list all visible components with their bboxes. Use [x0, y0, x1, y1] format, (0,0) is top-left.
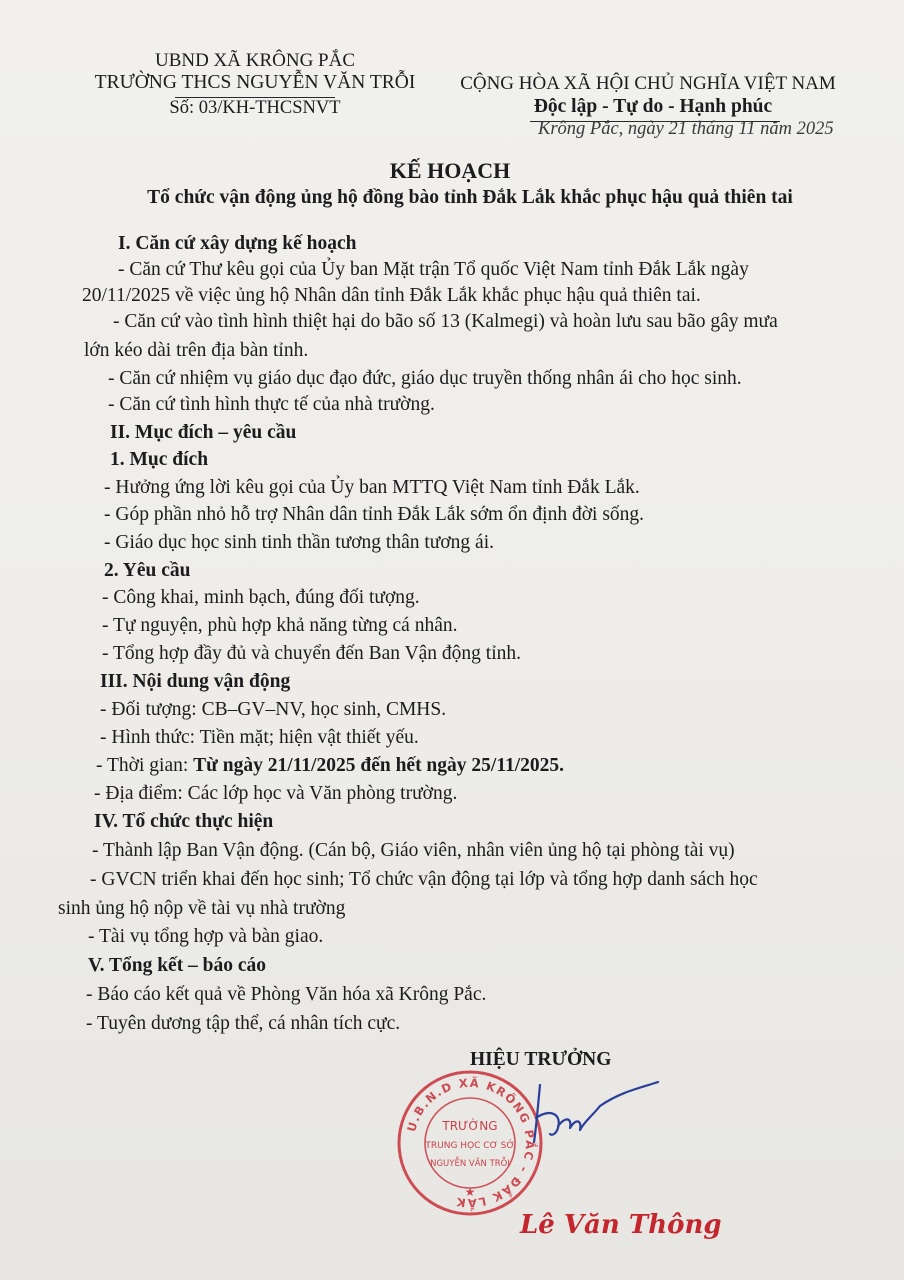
- section-3-item-3: [96, 755, 564, 777]
- signer-name: Lê Văn Thông: [520, 1210, 722, 1240]
- section-4-item-1: - Thành lập Ban Vận động. (Cán bộ, Giáo viên, nhân viên ủng hộ tại phòng tài vụ): [92, 840, 735, 861]
- section-2-heading: II. Mục đích – yêu cầu: [110, 422, 297, 443]
- section-5-item-2: - Tuyên dương tập thể, cá nhân tích cực.: [86, 1013, 401, 1034]
- section-1-item-4: - Căn cứ tình hình thực tế của nhà trường.: [108, 394, 435, 415]
- section-4-item-2b: sinh ủng hộ nộp về tài vụ nhà trường: [58, 898, 346, 919]
- section-3-item-4: - Địa điểm: Các lớp học và Văn phòng trường.: [94, 783, 458, 804]
- section-5-item-1: - Báo cáo kết quả về Phòng Văn hóa xã Krông Pắc.: [86, 984, 487, 1005]
- section-3-time-label: - Thời gian:: [96, 755, 194, 776]
- section-2-sub-2: 2. Yêu cầu: [104, 560, 191, 581]
- place-date: Krông Pắc, ngày 21 tháng 11 năm 2025: [538, 119, 834, 139]
- section-2-item-b1: - Công khai, minh bạch, đúng đối tượng.: [102, 587, 420, 608]
- section-5-heading: V. Tổng kết – báo cáo: [88, 955, 267, 976]
- section-1-item-2a: - Căn cứ vào tình hình thiệt hại do bão số 13 (Kalmegi) và hoàn lưu sau bão gây mưa: [113, 311, 778, 332]
- section-1-item-2b: lớn kéo dài trên địa bàn tỉnh.: [84, 340, 309, 361]
- section-4-item-2a: - GVCN triển khai đến học sinh; Tổ chức vận động tại lớp và tổng hợp danh sách học: [90, 869, 758, 890]
- signer-role: HIỆU TRƯỞNG: [470, 1049, 612, 1070]
- header-right-line2: Độc lập - Tự do - Hạnh phúc: [533, 96, 773, 117]
- stamp-ring-text: U.B.N.D XÃ KRÔNG PẮC - ĐẮK LẮK: [404, 1075, 538, 1211]
- stamp-star-icon: ★: [464, 1185, 476, 1199]
- stamp-line-3: NGUYỄN VĂN TRỖI: [430, 1159, 510, 1169]
- document-number: Số: 03/KH-THCSNVT: [169, 98, 341, 118]
- handwritten-signature: [500, 1070, 670, 1150]
- section-4-item-3: - Tài vụ tổng hợp và bàn giao.: [88, 926, 324, 947]
- header-left-line2: TRƯỜNG THCS NGUYỄN VĂN TRỖI: [94, 72, 416, 93]
- section-1-item-1b: 20/11/2025 về việc ủng hộ Nhân dân tỉnh Đắk Lắk khắc phục hậu quả thiên tai.: [82, 285, 701, 306]
- section-2-item-a2: - Góp phần nhỏ hỗ trợ Nhân dân tỉnh Đắk Lắk sớm ổn định đời sống.: [104, 504, 645, 525]
- document-subtitle: Tổ chức vận động ủng hộ đồng bào tỉnh Đắk Lắk khắc phục hậu quả thiên tai: [147, 187, 793, 208]
- section-3-item-2: - Hình thức: Tiền mặt; hiện vật thiết yếu.: [100, 727, 419, 748]
- section-3-item-1: - Đối tượng: CB–GV–NV, học sinh, CMHS.: [100, 699, 447, 720]
- section-2-item-b2: - Tự nguyện, phù hợp khả năng từng cá nhân.: [102, 615, 458, 636]
- section-4-heading: IV. Tổ chức thực hiện: [94, 811, 274, 832]
- section-1-item-1a: - Căn cứ Thư kêu gọi của Ủy ban Mặt trận Tổ quốc Việt Nam tỉnh Đắk Lắk ngày: [118, 259, 749, 280]
- section-2-item-b3: - Tổng hợp đầy đủ và chuyển đến Ban Vận động tỉnh.: [102, 643, 522, 664]
- stamp-line-1: TRƯỜNG: [442, 1119, 498, 1133]
- section-2-item-a3: - Giáo dục học sinh tinh thần tương thân tương ái.: [104, 532, 494, 553]
- section-1-heading: I. Căn cứ xây dựng kế hoạch: [118, 233, 357, 254]
- section-1-item-3: - Căn cứ nhiệm vụ giáo dục đạo đức, giáo dục truyền thống nhân ái cho học sinh.: [108, 368, 742, 389]
- section-2-item-a1: - Hưởng ứng lời kêu gọi của Ủy ban MTTQ Việt Nam tỉnh Đắk Lắk.: [104, 477, 640, 498]
- stamp-line-2: TRUNG HỌC CƠ SỞ: [425, 1141, 515, 1151]
- section-3-heading: III. Nội dung vận động: [100, 671, 291, 692]
- header-right-line1: CỘNG HÒA XÃ HỘI CHỦ NGHĨA VIỆT NAM: [460, 73, 836, 94]
- section-2-sub-1: 1. Mục đích: [110, 449, 209, 470]
- section-3-time-value: Từ ngày 21/11/2025 đến hết ngày 25/11/2025.: [193, 755, 565, 776]
- header-left-line1: UBND XÃ KRÔNG PẮC: [154, 50, 356, 71]
- document-title: KẾ HOẠCH: [389, 158, 511, 183]
